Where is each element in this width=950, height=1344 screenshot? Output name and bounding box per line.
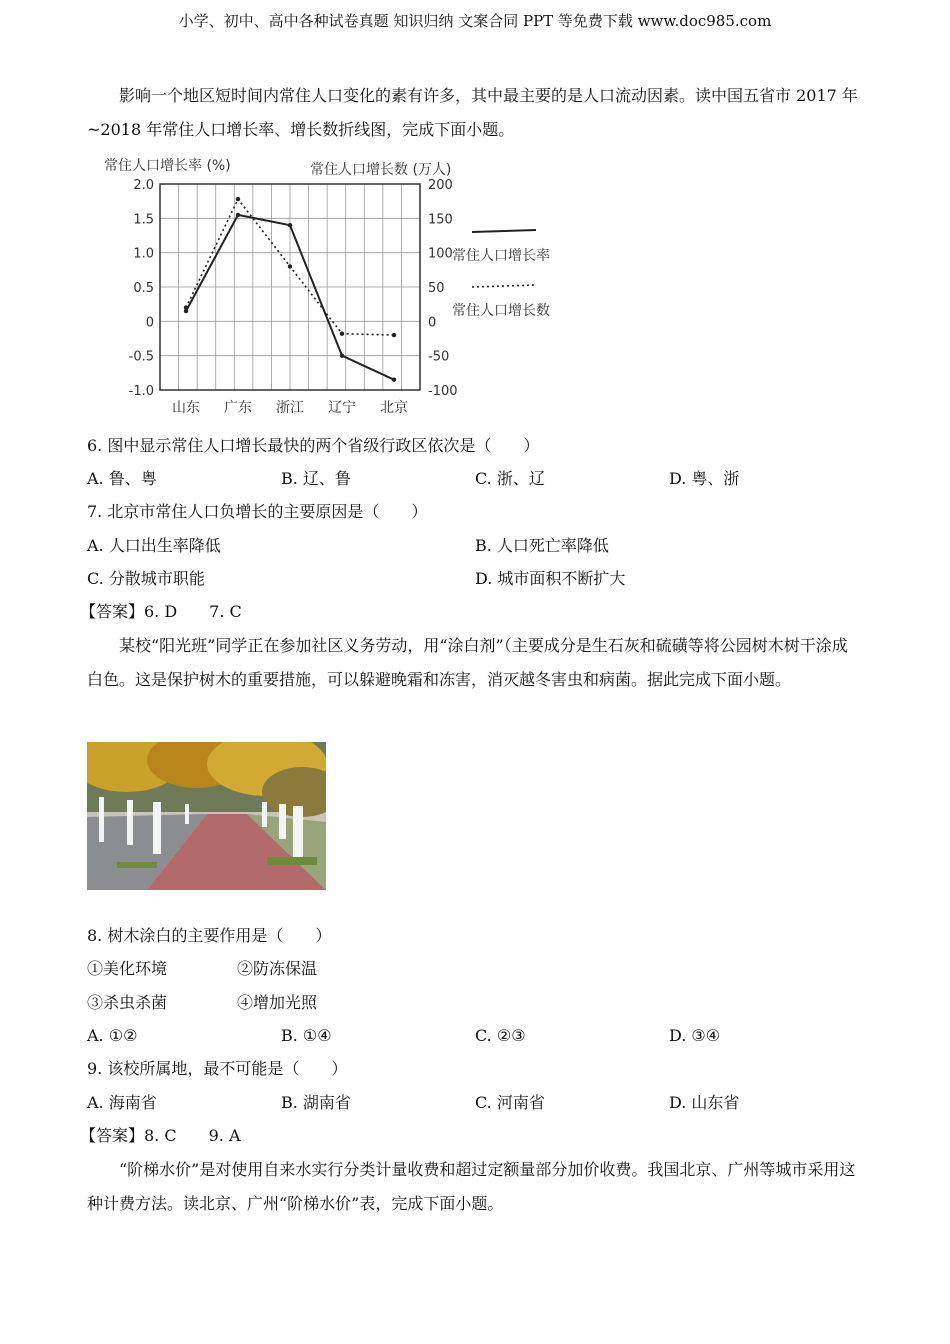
- right-tick-label: 0: [428, 315, 437, 331]
- q9-option-d[interactable]: D. 山东省: [669, 1093, 740, 1112]
- q8-item-3: ③杀虫杀菌: [87, 993, 168, 1012]
- q6-option-d[interactable]: D. 粤、浙: [669, 469, 740, 488]
- q7-option-d[interactable]: D. 城市面积不断扩大: [475, 569, 626, 588]
- q6-option-a[interactable]: A. 鲁、粤: [87, 469, 157, 488]
- whitewashed-trees-photo: [87, 742, 326, 890]
- right-tick-label: 200: [428, 178, 453, 193]
- intro-paragraph-3: “阶梯水价”是对使用自来水实行分类计量收费和超过定额量部分加价收费。我国北京、广州等城市采用这种计费方法。读北京、广州“阶梯水价”表，完成下面小题。: [87, 1160, 856, 1213]
- left-tick-label: 0: [145, 315, 154, 331]
- legend-label-2: 常住人口增长数: [452, 303, 550, 319]
- question-6-stem: 6. 图中显示常住人口增长最快的两个省级行政区依次是（ ）: [87, 436, 540, 455]
- series-2-point: [288, 264, 292, 268]
- q8-item-2: ②防冻保温: [237, 959, 318, 978]
- q8-option-c[interactable]: C. ②③: [475, 1026, 526, 1045]
- q7-option-a[interactable]: A. 人口出生率降低: [87, 536, 221, 555]
- q8-option-b[interactable]: B. ①④: [281, 1026, 332, 1045]
- page-header: 小学、初中、高中各种试卷真题 知识归纳 文案合同 PPT 等免费下载 www.doc985.com: [178, 12, 772, 30]
- series-2-point: [184, 305, 188, 309]
- q6-option-b[interactable]: B. 辽、鲁: [281, 469, 351, 488]
- series-1-point: [340, 353, 344, 357]
- left-tick-label: 2.0: [133, 178, 154, 193]
- answer-6-7: 【答案】6. D 7. C: [80, 602, 242, 621]
- series-1-point: [288, 223, 292, 227]
- series-1-point: [392, 378, 396, 382]
- right-tick-label: 100: [428, 246, 453, 262]
- q8-item-1: ①美化环境: [87, 959, 168, 978]
- category-label: 浙江: [276, 400, 304, 416]
- series-2-point: [236, 197, 240, 201]
- left-axis-title: 常住人口增长率 (%): [104, 158, 231, 174]
- q9-option-c[interactable]: C. 河南省: [475, 1093, 545, 1112]
- right-tick-label: 150: [428, 212, 453, 228]
- q8-option-a[interactable]: A. ①②: [87, 1026, 138, 1045]
- q8-item-4: ④增加光照: [237, 993, 318, 1012]
- q9-option-b[interactable]: B. 湖南省: [281, 1093, 351, 1112]
- series-2-point: [340, 331, 344, 335]
- right-tick-label: 50: [428, 281, 445, 296]
- category-label: 山东: [172, 400, 200, 416]
- q7-option-b[interactable]: B. 人口死亡率降低: [475, 536, 609, 555]
- category-label: 北京: [380, 400, 408, 416]
- q6-option-c[interactable]: C. 浙、辽: [475, 469, 545, 488]
- answer-8-9: 【答案】8. C 9. A: [80, 1126, 241, 1145]
- q8-option-d[interactable]: D. ③④: [669, 1026, 721, 1045]
- left-tick-label: 1.0: [133, 246, 154, 262]
- left-tick-label: -0.5: [128, 349, 154, 365]
- category-label: 广东: [224, 400, 252, 416]
- category-label: 辽宁: [328, 400, 356, 416]
- legend-label-1: 常住人口增长率: [452, 248, 550, 264]
- q9-option-a[interactable]: A. 海南省: [87, 1093, 157, 1112]
- question-8-stem: 8. 树木涂白的主要作用是（ ）: [87, 926, 332, 945]
- right-tick-label: -100: [428, 384, 458, 399]
- intro-paragraph-2: 某校“阳光班”同学正在参加社区义务劳动，用“涂白剂”（主要成分是生石灰和硫磺等将公园树木树干涂成白色。这是保护树木的重要措施，可以躲避晚霜和冻害，消灭越冬害虫和病菌。据此完成下面小题。: [87, 636, 848, 689]
- question-9-stem: 9. 该校所属地，最不可能是（ ）: [87, 1059, 348, 1078]
- legend-swatch-1: [472, 230, 536, 232]
- q7-option-c[interactable]: C. 分散城市职能: [87, 569, 205, 588]
- legend-swatch-2: [472, 285, 536, 287]
- series-1-point: [236, 213, 240, 217]
- left-tick-label: 1.5: [133, 212, 154, 228]
- right-tick-label: -50: [428, 349, 450, 365]
- population-line-chart: [100, 150, 580, 418]
- series-2-point: [392, 333, 396, 337]
- right-axis-title: 常住人口增长数 (万人): [310, 162, 452, 178]
- question-7-stem: 7. 北京市常住人口负增长的主要原因是（ ）: [87, 502, 428, 521]
- left-tick-label: 0.5: [133, 281, 154, 296]
- intro-paragraph-1: 影响一个地区短时间内常住人口变化的素有许多，其中最主要的是人口流动因素。读中国五省市 2017 年~2018 年常住人口增长率、增长数折线图，完成下面小题。: [87, 86, 858, 139]
- left-tick-label: -1.0: [128, 384, 154, 399]
